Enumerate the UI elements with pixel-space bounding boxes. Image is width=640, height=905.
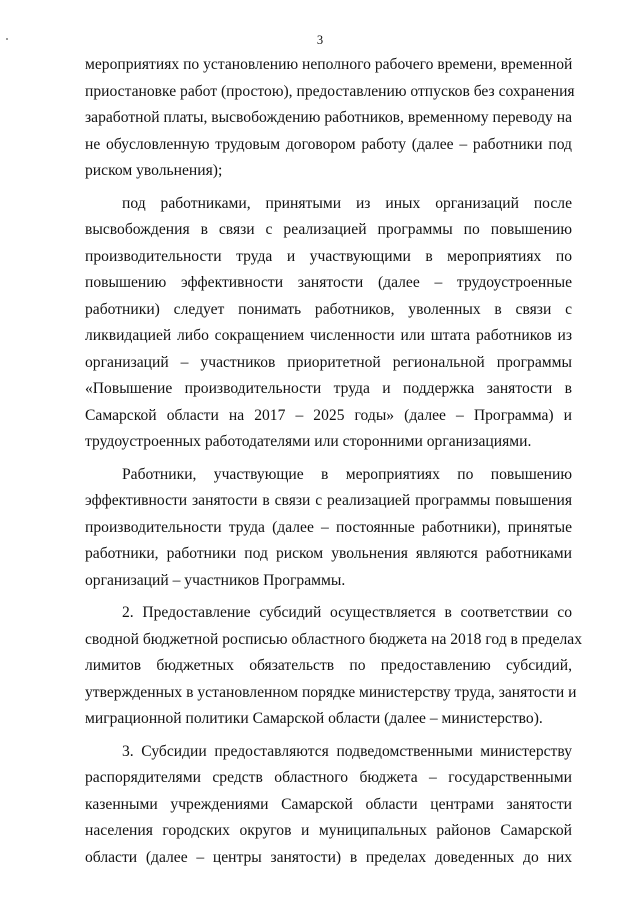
text-line: распорядителями средств областного бюджета – государственными [85,769,572,786]
text-line: производительности труда (далее – постоянные работники), принятые [85,518,572,536]
paragraph [85,462,572,595]
text-line: организаций – участников приоритетной региональной программы [85,353,572,371]
text-line: производительности труда и участвующими в мероприятиях по [85,247,572,265]
document-body [85,52,583,871]
text-line: эффективности занятости в связи с реализацией программы повышения [85,492,572,509]
text-line: Работники, участвующие в мероприятиях по повышению [122,465,572,483]
text-line: 3. Субсидии предоставляются подведомственными министерству [122,742,572,760]
text-line: риском увольнения); [85,162,223,179]
text-line: работники) следует понимать работников, уволенных в связи с [85,300,572,318]
text-line: приостановке работ (простою), предоставлению отпусков без сохранения [85,82,575,100]
text-line: под работниками, принятыми из иных организаций после [122,194,572,212]
text-line: области (далее – центры занятости) в пределах доведенных до них [85,848,572,866]
page-number: 3 [316,33,324,47]
paragraph [85,739,572,872]
paragraph [85,191,572,456]
text-line: заработной платы, высвобождению работников, временному переводу на [85,109,572,126]
text-line: утвержденных в установленном порядке министерству труда, занятости и [85,683,577,701]
text-line: не обусловленную трудовым договором работу (далее – работники под [85,135,572,153]
text-line: Самарской области на 2017 – 2025 годы» (далее – Программа) и [85,406,572,424]
text-line: ликвидацией либо сокращением численности или штата работников из [85,327,572,344]
text-line: лимитов бюджетных обязательств по предоставлению субсидий, [85,657,572,674]
text-line: мероприятиях по установлению неполного рабочего времени, временной [85,56,573,73]
text-line: организаций – участников Программы. [85,571,346,589]
text-line: 2. Предоставление субсидий осуществляется в соответствии со [122,604,572,621]
text-line: сводной бюджетной росписью областного бюджета на 2018 год в пределах [85,630,583,648]
paragraph [85,600,583,733]
text-line: «Повышение производительности труда и поддержка занятости в [85,380,572,397]
text-line: трудоустроенных работодателями или сторонними организациями. [85,433,532,450]
text-line: миграционной политики Самарской области (далее – министерство). [85,710,543,727]
text-line: населения городских округов и муниципальных районов Самарской [85,822,572,839]
paragraph [85,52,575,185]
text-line: повышению эффективности занятости (далее – трудоустроенные [85,274,572,291]
text-line: работники, работники под риском увольнения являются работниками [85,545,572,562]
text-line: казенными учреждениями Самарской области центрами занятости [85,795,572,813]
text-line: высвобождения в связи с реализацией программы по повышению [85,221,572,238]
